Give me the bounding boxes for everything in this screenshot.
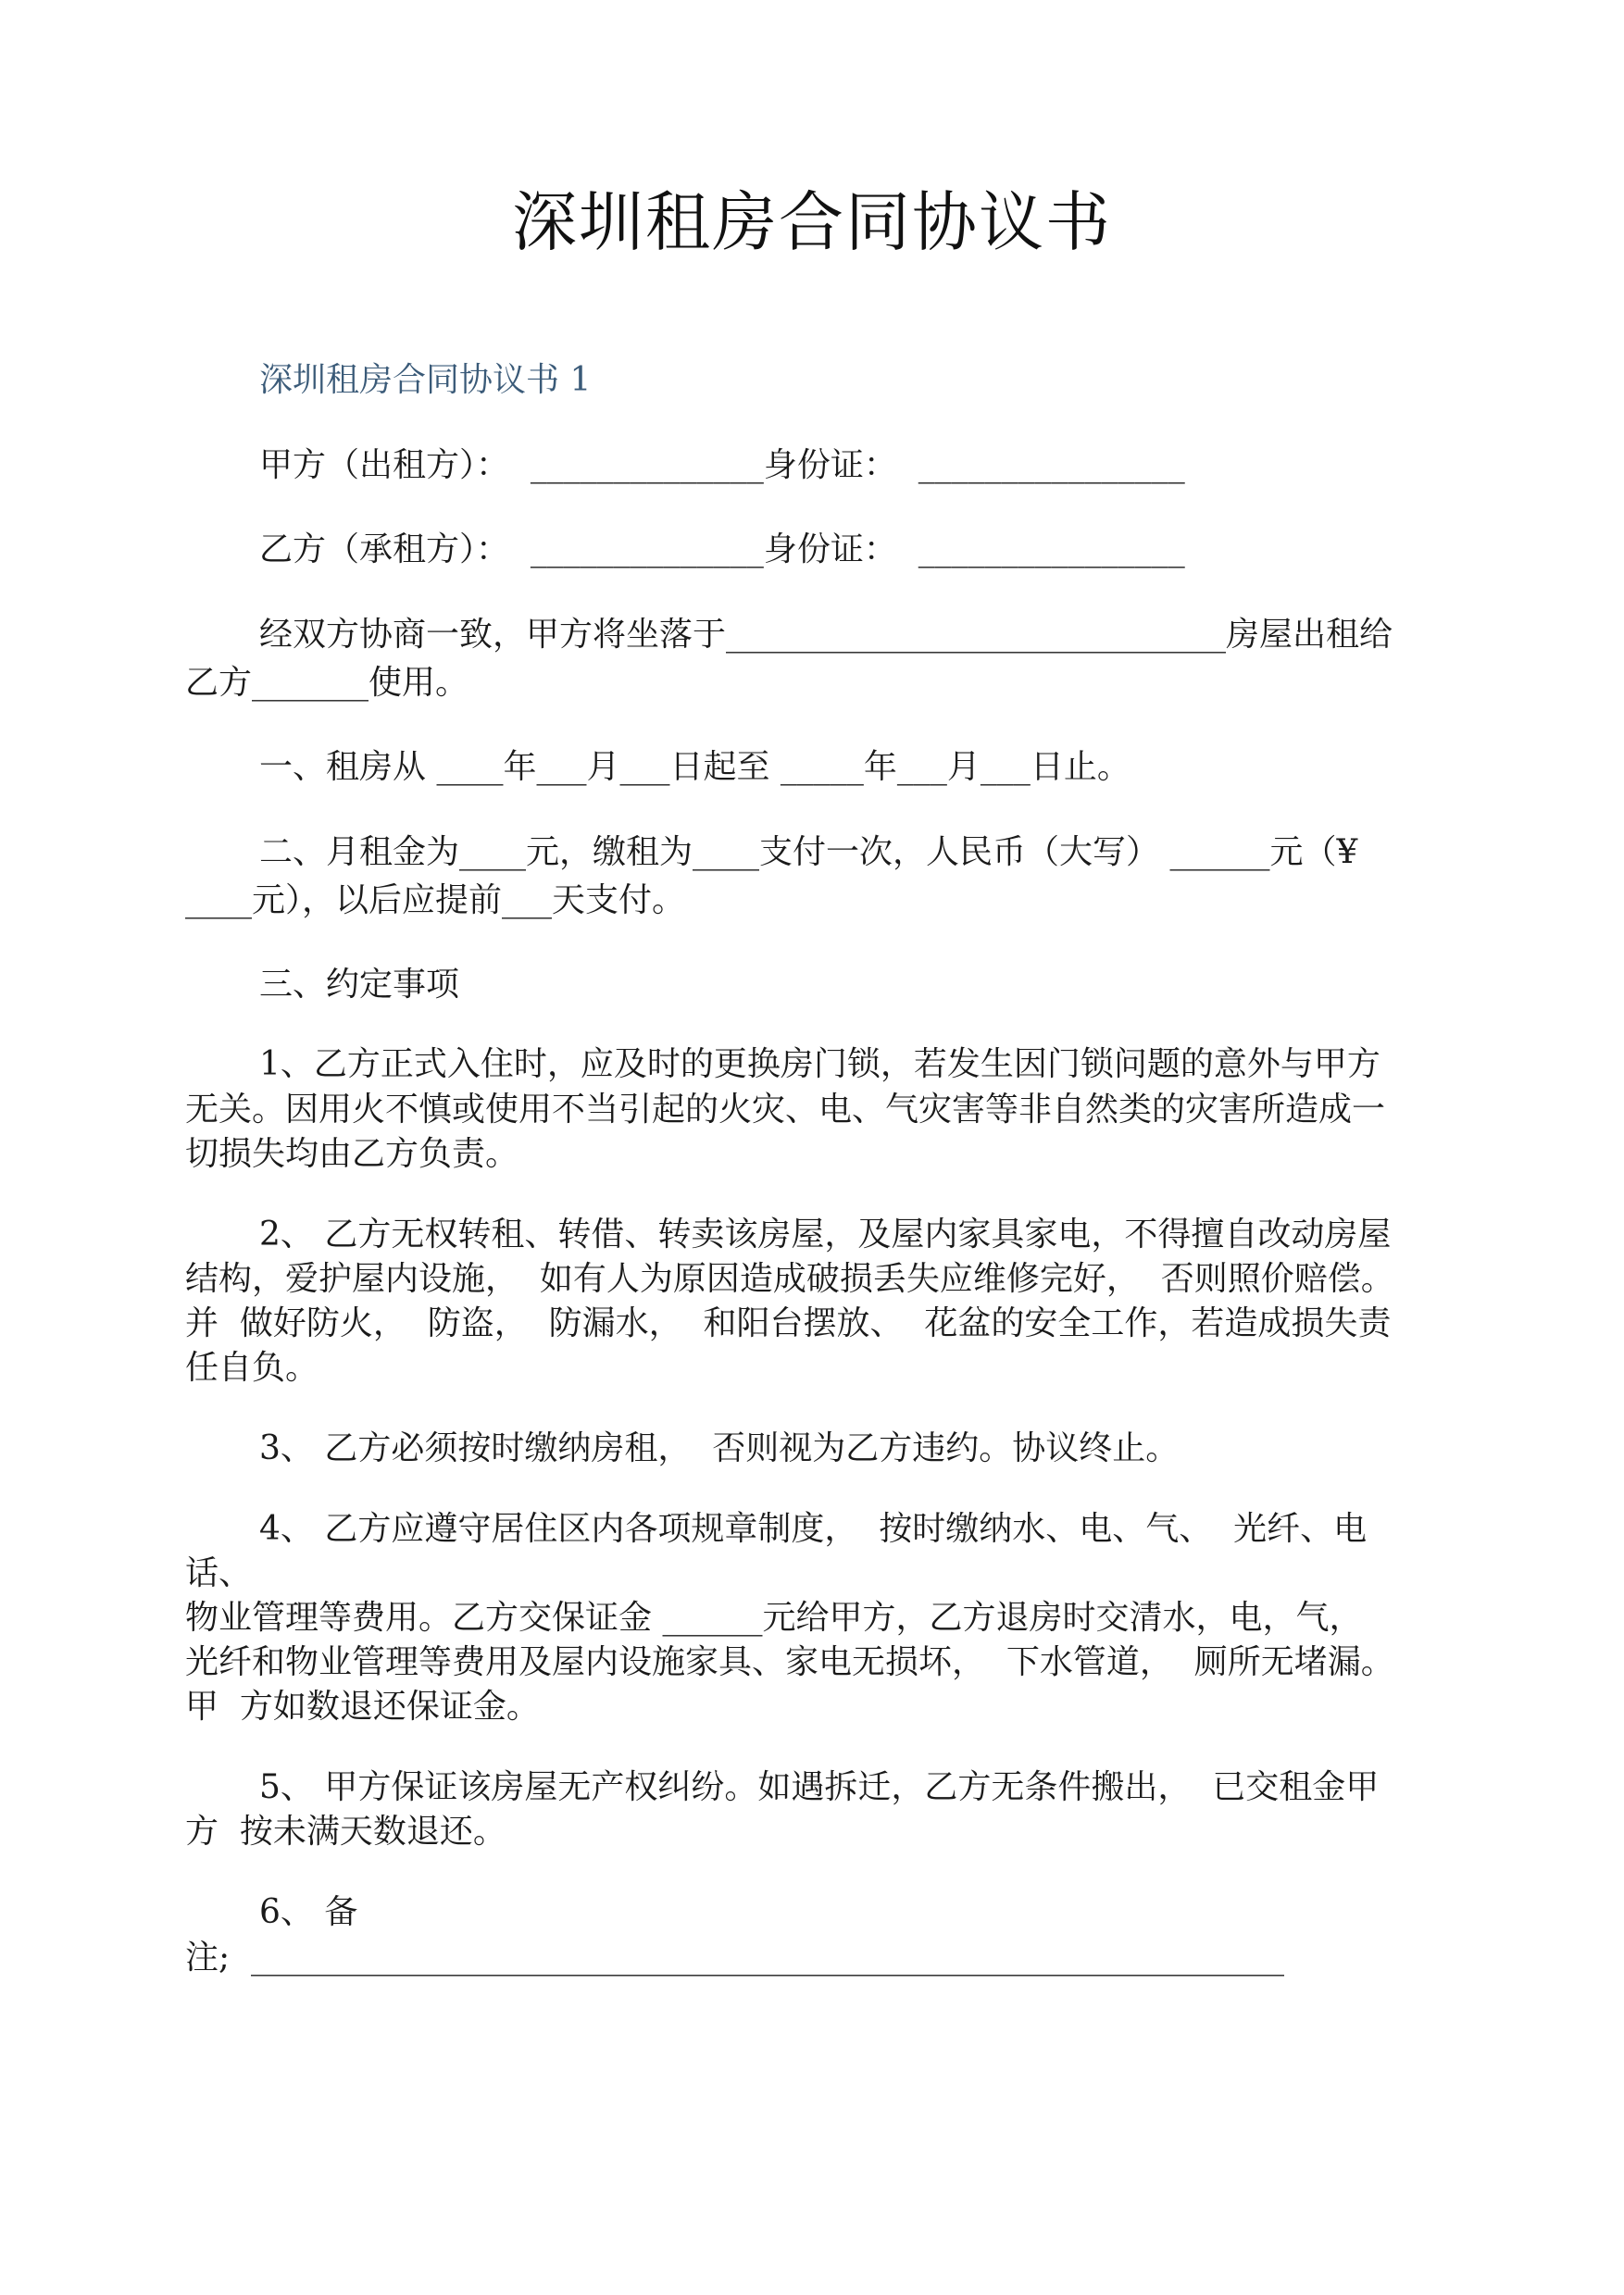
clause-2-line: 2、 乙方无权转租、转借、转卖该房屋，及屋内家具家电，不得擅自改动房屋 bbox=[259, 1216, 1392, 1254]
clause-4-line: 4、 乙方应遵守居住区内各项规章制度， 按时缴纳水、电、气、 光纤、电 bbox=[259, 1510, 1368, 1548]
clause-6-line: 6、 备 bbox=[259, 1893, 358, 1931]
rent-line: ____元），以后应提前___天支付。 bbox=[185, 881, 686, 919]
clause-1-line: 1、乙方正式入住时，应及时的更换房门锁，若发生因门锁问题的意外与甲方 bbox=[259, 1045, 1380, 1083]
party-b-line: 乙方（承租方）： ______________身份证： ________________ bbox=[259, 530, 1185, 568]
clause-4-line: 物业管理等费用。乙方交保证金 ______元给甲方，乙方退房时交清水，电，气， bbox=[185, 1599, 1363, 1637]
clause-4-line: 光纤和物业管理等费用及屋内设施家具、家电无损坏， 下水管道， 厕所无堵漏。 bbox=[185, 1643, 1394, 1681]
clause-1-line: 切损失均由乙方负责。 bbox=[185, 1135, 519, 1173]
clause-2-line: 并 做好防火， 防盗， 防漏水， 和阳台摆放、 花盆的安全工作，若造成损失责 bbox=[185, 1304, 1392, 1342]
party-a-line: 甲方（出租方）： ______________身份证： ________________ bbox=[259, 446, 1185, 484]
page-title: 深圳租房合同协议书 bbox=[512, 184, 1112, 260]
clause-5-line: 方 按未满天数退还。 bbox=[185, 1813, 506, 1851]
clause-4-line: 话、 bbox=[185, 1554, 253, 1592]
clause-2-line: 结构，爱护屋内设施， 如有人为原因造成破损丢失应维修完好， 否则照价赔偿。 bbox=[185, 1260, 1394, 1298]
paragraph-line: 乙方_______使用。 bbox=[185, 664, 469, 702]
remarks-line: 注; ______________________________________________________________ bbox=[185, 1939, 1285, 1977]
clause-4-line: 甲 方如数退还保证金。 bbox=[185, 1688, 540, 1726]
clause-1-line: 无关。因用火不慎或使用不当引起的火灾、电、气灾害等非自然类的灾害所造成一 bbox=[185, 1091, 1386, 1129]
clause-3-line: 3、 乙方必须按时缴纳房租， 否则视为乙方违约。协议终止。 bbox=[259, 1429, 1180, 1467]
lease-term-line: 一、租房从 ____年___月___日起至 _____年___月___日止。 bbox=[259, 748, 1131, 786]
rent-line: 二、月租金为____元，缴租为____支付一次，人民币（大写） ______元（¥ bbox=[259, 833, 1358, 871]
clause-2-line: 任自负。 bbox=[185, 1349, 319, 1387]
clause-heading: 三、约定事项 bbox=[259, 966, 460, 1004]
clause-5-line: 5、 甲方保证该房屋无产权纠纷。如遇拆迁，乙方无条件搬出， 已交租金甲 bbox=[259, 1768, 1380, 1806]
section-heading: 深圳租房合同协议书 1 bbox=[259, 361, 592, 399]
paragraph-line: 经双方协商一致，甲方将坐落于______________________________房屋出租给 bbox=[259, 616, 1393, 654]
